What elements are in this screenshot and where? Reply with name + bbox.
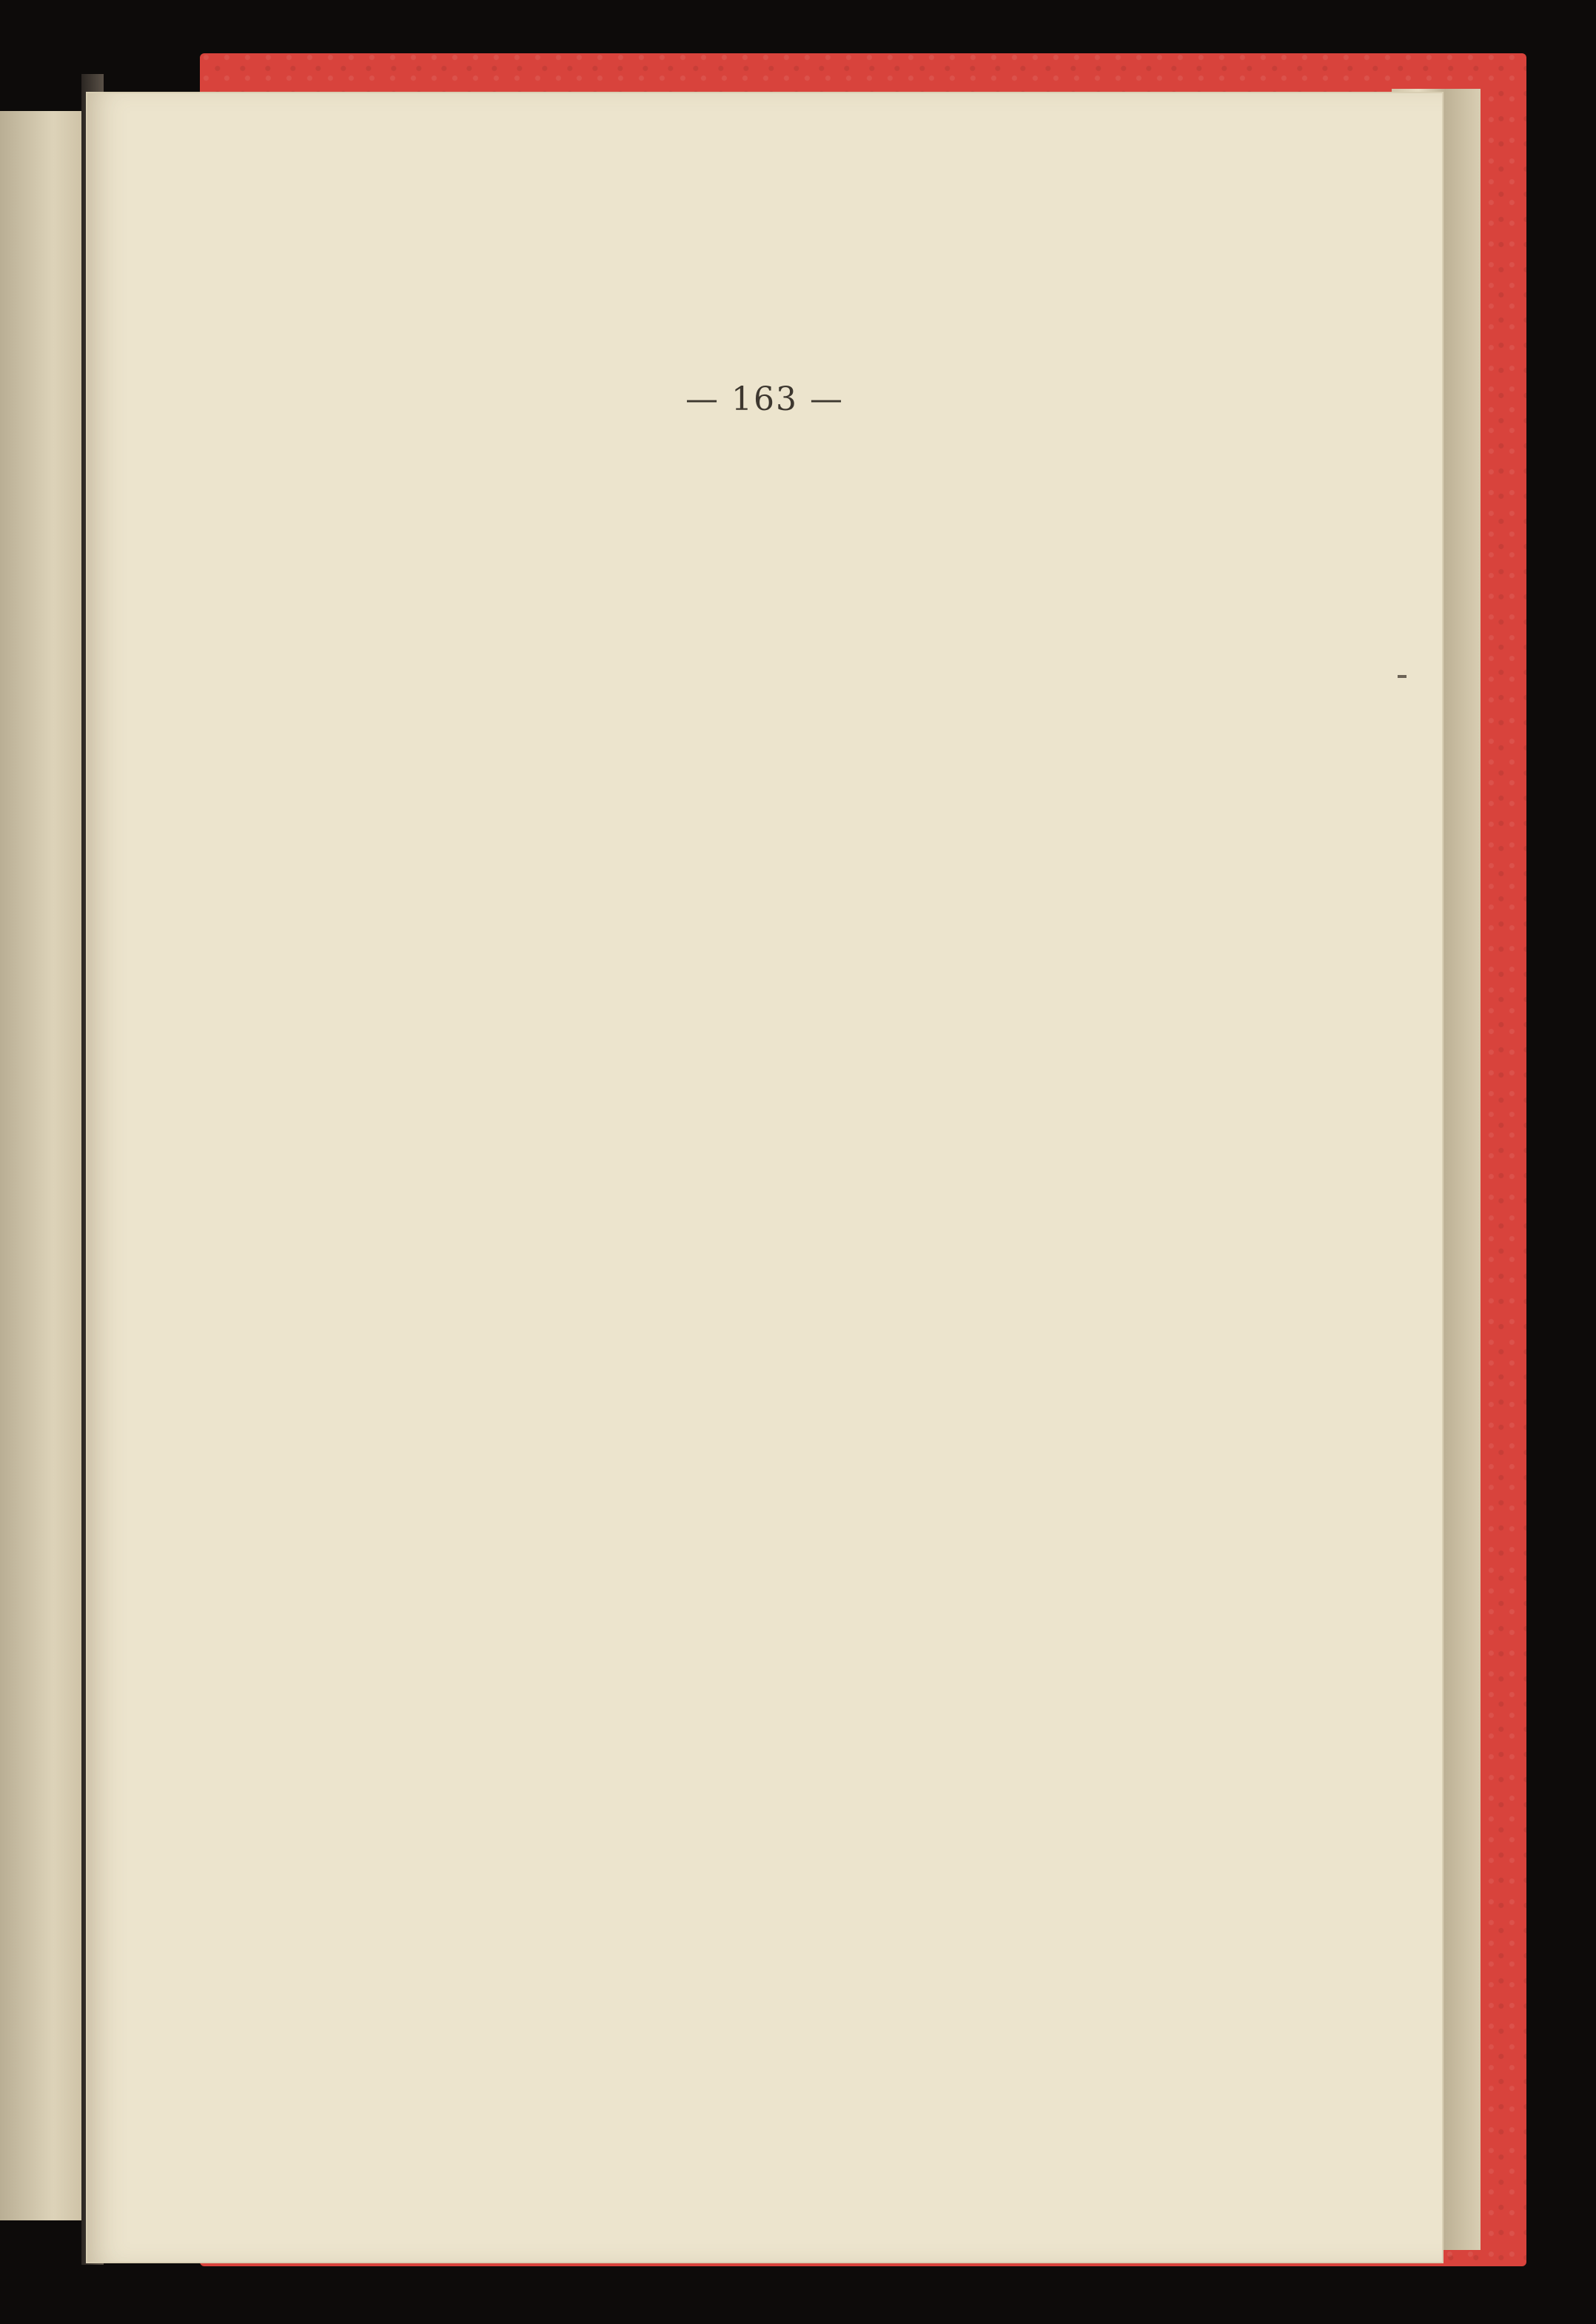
- book-page: [87, 93, 1442, 2262]
- page-number: — 163 —: [685, 380, 844, 418]
- previous-page-edge: [0, 111, 89, 2220]
- ink-mark: [1398, 675, 1406, 678]
